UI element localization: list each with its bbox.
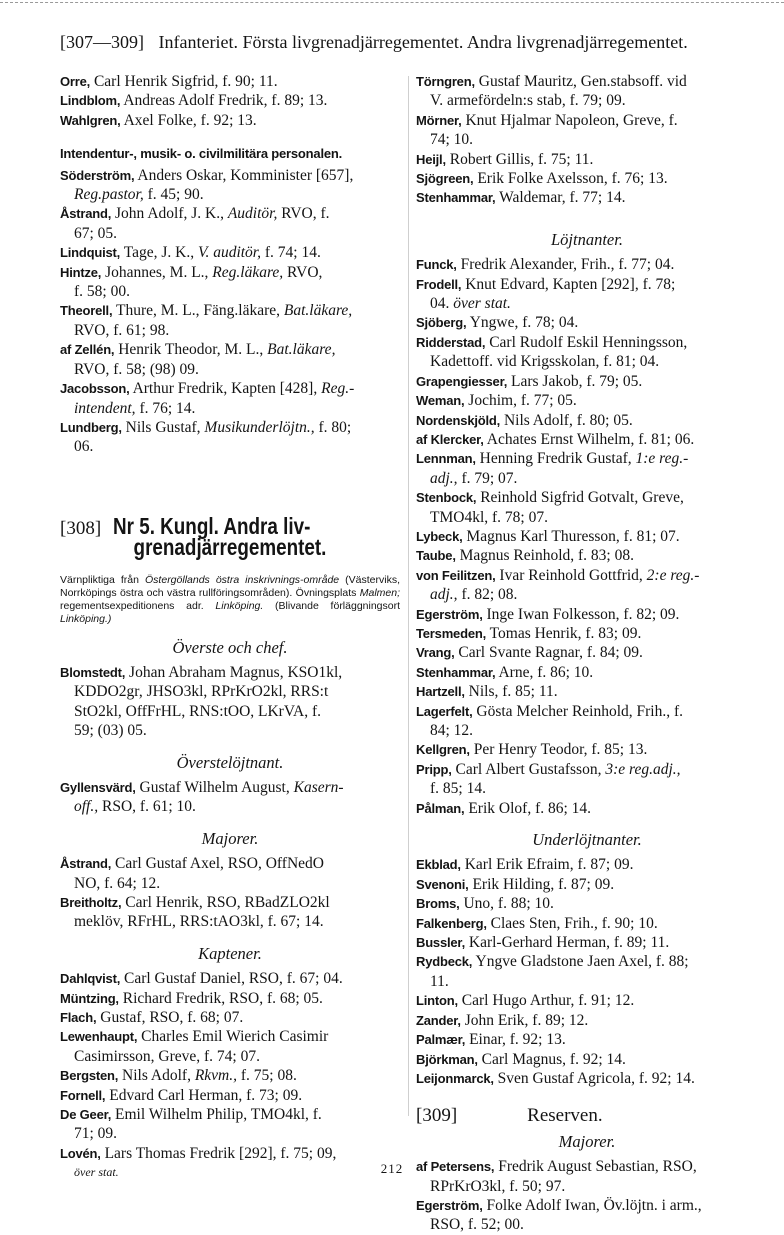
regiment-note (60, 574, 400, 626)
entry-title: Rkvm., (194, 1067, 237, 1085)
entry (416, 952, 758, 991)
entry-title: Bat.läkare, (267, 341, 336, 359)
entry-text: Reinhold Sigfrid Gotvalt, Greve, (480, 489, 684, 507)
entry (416, 527, 758, 546)
entry-title: Reg.läkare, (212, 263, 284, 281)
entry-name: Lewenhaupt, (60, 1029, 138, 1045)
entry (416, 933, 758, 952)
rank-heading-reserve-majorer: Majorer. (558, 1131, 616, 1151)
entry-text: Robert Gillis, f. 75; 11. (449, 150, 594, 168)
entry-text: RVO, f. 58; (98) 09. (74, 360, 199, 378)
entry (416, 566, 758, 605)
note-italic: Östergöllands östra inskrivnings-område (145, 573, 340, 586)
entry (416, 663, 758, 682)
entry (416, 1196, 758, 1235)
entry-text: Ivar Reinhold Gottfrid, (499, 566, 643, 584)
entry-title: adj., (430, 586, 458, 604)
entry-text: Anders Oskar, Komminister [657], (137, 166, 354, 184)
entry (416, 391, 758, 410)
entry-text: TMO4kl, f. 78; 07. (430, 508, 548, 526)
entry-name: Lindquist, (60, 245, 121, 261)
entry-name: Theorell, (60, 303, 113, 319)
note-italic: Linköping. (215, 599, 264, 612)
entry-text: RVO, f. (281, 205, 330, 223)
entry (416, 1030, 758, 1049)
entry-text: Arthur Fredrik, Kapten [428], (132, 380, 318, 398)
rank-heading-overstelojtnant: Överstelöjtnant. (176, 752, 284, 772)
entry-text: Knut Hjalmar Napoleon, Greve, f. (465, 111, 678, 129)
entry-name: Broms, (416, 896, 460, 912)
entry-text: Gösta Melcher Reinhold, Frih., f. (476, 702, 684, 720)
entry-text: Sven Gustaf Agricola, f. 92; 14. (497, 1069, 695, 1087)
entry (416, 1069, 758, 1088)
entry (416, 855, 758, 874)
entry-text: Carl Gustaf Axel, RSO, OffNedO (115, 855, 324, 873)
entry-title: Reg.- (321, 380, 355, 398)
entry-text: f. 58; 00. (74, 283, 130, 301)
entry-text: Johannes, M. L., (105, 263, 209, 281)
entry-text: John Erik, f. 89; 12. (464, 1011, 589, 1029)
entry-text: Edvard Carl Herman, f. 73; 09. (109, 1086, 303, 1104)
regiment-title-2: grenadjärregementet. (133, 534, 327, 561)
header-title: Infanteriet. Första livgrenadjärregementet. Andra livgrenadjärregementet. (158, 32, 688, 52)
entry (60, 243, 400, 262)
entry-name: Lindblom, (60, 93, 121, 109)
entry-name: Jacobsson, (60, 381, 130, 397)
top-rule (0, 2, 784, 3)
entry-title: över stat. (453, 295, 511, 313)
entry-title: Reg.pastor, (74, 186, 144, 204)
entry-text: Lars Jakob, f. 79; 05. (511, 372, 643, 390)
rank-heading-lojtnanter: Löjtnanter. (551, 229, 623, 249)
entry-name: Dahlqvist, (60, 971, 121, 987)
entry-text: Lars Thomas Fredrik [292], f. 75; 09, (104, 1144, 337, 1162)
entry-name: Blomstedt, (60, 664, 126, 680)
entry (416, 914, 758, 933)
entry-text: Gustaf Mauritz, Gen.stabsoff. vid (478, 73, 687, 90)
entry-text: Uno, f. 88; 10. (463, 895, 554, 913)
entry-text: f. 80; (318, 418, 352, 436)
entry-text: Axel Folke, f. 92; 13. (123, 111, 257, 129)
note-text: (Västerviks, Norrköpings östra och västra rullföringsområden). Övningsplats (60, 573, 401, 599)
entry-text: Magnus Karl Thuresson, f. 81; 07. (466, 527, 680, 545)
entry-name: Åstrand, (60, 856, 112, 872)
entry-name: Mörner, (416, 112, 462, 128)
entry (60, 663, 400, 741)
entry (60, 340, 400, 379)
entry (60, 418, 400, 457)
entry (60, 778, 400, 817)
entry (416, 682, 758, 701)
entry-text: Magnus Reinhold, f. 83; 08. (459, 547, 634, 565)
entry (416, 894, 758, 913)
entry-text: RSO, f. 52; 00. (430, 1216, 524, 1234)
entry-text: KDDO2gr, JHSO3kl, RPrKrO2kl, RRS:t (74, 683, 329, 701)
entry-text: Karl Erik Efraim, f. 87; 09. (464, 856, 634, 874)
entry-title: Auditör, (227, 205, 278, 223)
entry-name: Weman, (416, 393, 465, 409)
entry-text: Charles Emil Wierich Casimir (141, 1028, 329, 1046)
entry-text: f. 45; 90. (147, 186, 204, 204)
entry (416, 875, 758, 894)
rank-heading-underlojtnanter: Underlöjtnanter. (532, 830, 642, 850)
entry (416, 760, 758, 799)
entry-text: RSO, f. 61; 10. (102, 798, 196, 816)
entry (416, 111, 758, 150)
entry-text: Nils, f. 85; 11. (468, 683, 558, 701)
entry-text: Richard Fredrik, RSO, f. 68; 05. (122, 989, 323, 1007)
entry-name: Egerström, (416, 1197, 483, 1213)
entry (60, 893, 400, 932)
entry (416, 1050, 758, 1069)
entry-name: Flach, (60, 1010, 97, 1026)
entry (60, 854, 400, 893)
entry (416, 188, 758, 207)
regiment-heading (60, 512, 400, 561)
entry-text: Henrik Theodor, M. L., (118, 341, 264, 359)
reserve-heading (416, 1106, 758, 1125)
entry (416, 1011, 758, 1030)
reserve-title: Reserven. (527, 1105, 603, 1127)
entry-name: Bergsten, (60, 1068, 119, 1084)
entry-text: Erik Folke Axelsson, f. 76; 13. (477, 170, 668, 188)
entry-name: Gyllensvärd, (60, 779, 136, 795)
entry-text: Casimirsson, Greve, f. 74; 07. (74, 1047, 260, 1065)
entry (60, 989, 400, 1008)
entry-text: Inge Iwan Folkesson, f. 82; 09. (486, 605, 680, 623)
right-column (416, 72, 758, 1235)
entry-name: Palmær, (416, 1032, 466, 1048)
entry (60, 379, 400, 418)
entry-title: Musikunderlöjtn., (204, 418, 315, 436)
entry-text: Fredrik Alexander, Frih., f. 77; 04. (460, 256, 675, 274)
page-range: [307—309] (60, 32, 144, 52)
entry-name: Zander, (416, 1012, 461, 1028)
entry-name: Vrang, (416, 645, 455, 661)
entry-title: adj., (430, 469, 458, 487)
entry-name: Åstrand, (60, 206, 112, 222)
entry (60, 969, 400, 988)
entry-text: 74; 10. (430, 131, 474, 149)
entry (416, 605, 758, 624)
entry-text: Gustaf Wilhelm August, (139, 778, 290, 796)
entry-name: Tersmeden, (416, 625, 487, 641)
regiment-title-1: Nr 5. Kungl. Andra liv- (113, 512, 311, 539)
entry-text: Tage, J. K., (123, 244, 195, 262)
entry-name: Hintze, (60, 264, 102, 280)
entry-text: StO2kl, OffFrHL, RNS:tOO, LKrVA, f. (74, 702, 322, 720)
entry (60, 1086, 400, 1105)
entry-text: Knut Edvard, Kapten [292], f. 78; (465, 275, 676, 293)
entry-name: Sjöberg, (416, 315, 467, 331)
entry (416, 150, 758, 169)
entry-name: Söderström, (60, 167, 135, 183)
entry (416, 624, 758, 643)
entry-title: Bat.läkare, (283, 302, 353, 320)
entry-name: Hartzell, (416, 684, 465, 700)
entry (60, 91, 400, 110)
entry (60, 204, 400, 243)
entry-text: Carl Henrik, RSO, RBadZLO2kl (125, 894, 330, 911)
entry-name: von Feilitzen, (416, 567, 496, 583)
entry-list-top-left (60, 72, 400, 130)
entry (60, 263, 400, 302)
entry-name: Heijl, (416, 151, 446, 167)
entry-text: Fredrik August Sebastian, RSO, (498, 1158, 697, 1176)
entry-text: RVO, f. 61; 98. (74, 321, 170, 339)
entry (60, 1027, 400, 1066)
entry-text: Nils Adolf, (122, 1067, 191, 1085)
entry-title: Kasern- (293, 778, 344, 796)
entry (416, 372, 758, 391)
note-italic: Linköping.) (60, 612, 112, 625)
section-heading-intendentur: Intendentur-, musik- o. civilmilitära personalen. (60, 146, 343, 162)
entry-text: Henning Fredrik Gustaf, (479, 450, 632, 468)
entry (416, 430, 758, 449)
entry-name: Lovén, (60, 1145, 101, 1161)
entry-text: 84; 12. (430, 722, 474, 739)
entry-name: Rydbeck, (416, 954, 473, 970)
entry (416, 702, 758, 741)
entry-name: Ridderstad, (416, 334, 486, 350)
entry (416, 411, 758, 430)
entry (416, 313, 758, 332)
entry-name: Törngren, (416, 74, 475, 89)
entry-text: f. 79; 07. (461, 469, 518, 487)
entry (416, 169, 758, 188)
entry-name: af Petersens, (416, 1159, 495, 1175)
entry-title: V. auditör, (197, 244, 261, 262)
entry-text: f. 85; 14. (430, 780, 486, 798)
note-text: regementsexpeditionens adr. (60, 599, 204, 612)
entry-name: Breitholtz, (60, 895, 122, 910)
entry-text: Jochim, f. 77; 05. (468, 392, 577, 410)
entry-text: Carl Hugo Arthur, f. 91; 12. (461, 992, 635, 1010)
entry-text: Carl Albert Gustafsson, (455, 760, 602, 778)
entry-text: Andreas Adolf Fredrik, f. 89; 13. (123, 92, 328, 110)
entry-name: Pripp, (416, 761, 452, 777)
entry-text: Thure, M. L., Fäng.läkare, (116, 302, 280, 320)
entry (60, 1105, 400, 1144)
entry (416, 72, 758, 111)
entry-title: intendent, (74, 399, 136, 417)
entry-text: Arne, f. 86; 10. (498, 663, 594, 681)
entry-text: Folke Adolf Iwan, Öv.löjtn. i arm., (486, 1196, 702, 1214)
entry-name: Lybeck, (416, 528, 463, 544)
entry (416, 255, 758, 274)
entry-name: Falkenberg, (416, 915, 487, 931)
entry-name: Pålman, (416, 800, 465, 816)
entry-text: Carl Svante Ragnar, f. 84; 09. (458, 644, 643, 662)
entry-text: Yngwe, f. 78; 04. (469, 314, 579, 332)
entry-name: Müntzing, (60, 990, 119, 1006)
entry-title: över stat. (74, 1165, 119, 1180)
entry-text: Waldemar, f. 77; 14. (499, 189, 626, 207)
entry-text: Per Henry Teodor, f. 85; 13. (473, 741, 648, 759)
entry-text: Einar, f. 92; 13. (469, 1031, 566, 1049)
entry-name: Lagerfelt, (416, 703, 473, 719)
entry-text: Carl Henrik Sigfrid, f. 90; 11. (93, 73, 278, 90)
entry-name: af Klercker, (416, 431, 484, 447)
entry-title: 3:e reg.adj., (605, 760, 681, 778)
entry (416, 449, 758, 488)
rank-heading-majorer: Majorer. (201, 828, 259, 848)
entry-text: Erik Hilding, f. 87; 09. (472, 875, 615, 893)
entry-name: Nordenskjöld, (416, 412, 501, 428)
entry (416, 333, 758, 372)
entry-name: Wahlgren, (60, 112, 121, 128)
entry-text: Nils Adolf, f. 80; 05. (503, 411, 633, 429)
entry-name: Lennman, (416, 451, 476, 467)
left-column (60, 72, 400, 1183)
entry-name: Grapengiesser, (416, 373, 508, 389)
entry-name: Stenhammar, (416, 190, 496, 206)
entry-text: 71; 09. (74, 1125, 118, 1143)
entry-name: Stenhammar, (416, 664, 496, 680)
entry-title: off., (74, 798, 99, 816)
entry-text: f. 76; 14. (139, 399, 196, 417)
entry-name: Fornell, (60, 1087, 106, 1103)
entry-text: Johan Abraham Magnus, KSO1kl, (129, 663, 343, 681)
entry-name: Leijonmarck, (416, 1070, 494, 1086)
page-number: 212 (380, 1161, 404, 1176)
entry-text: John Adolf, J. K., (115, 205, 224, 223)
note-text: (Blivande förläggningsort (275, 599, 401, 612)
entry-text: Nils Gustaf, (125, 418, 201, 436)
entry-text: Emil Wilhelm Philip, TMO4kl, f. (115, 1106, 322, 1124)
entry (60, 1066, 400, 1085)
entry-name: Svenoni, (416, 876, 469, 892)
entry-title: 2:e reg.- (646, 566, 700, 584)
entry-name: Björkman, (416, 1051, 478, 1067)
entry-text: Tomas Henrik, f. 83; 09. (489, 624, 642, 642)
entry-title: 1:e reg.- (635, 450, 689, 468)
entry-text: NO, f. 64; 12. (74, 874, 161, 892)
page-header (60, 32, 760, 53)
entry-text: 59; (03) 05. (74, 722, 147, 740)
entry-name: Frodell, (416, 276, 462, 292)
entry (416, 991, 758, 1010)
entry (416, 740, 758, 759)
entry-text: Carl Gustaf Daniel, RSO, f. 67; 04. (124, 970, 343, 988)
entry-name: Taube, (416, 548, 456, 564)
entry-name: Ekblad, (416, 857, 461, 873)
entry-text: 06. (74, 438, 94, 456)
rank-heading-kaptener: Kaptener. (198, 943, 262, 963)
entry-text: Carl Magnus, f. 92; 14. (481, 1050, 626, 1068)
entry-text: Yngve Gladstone Jaen Axel, f. 88; (475, 953, 689, 971)
entry-text: V. armefördeln:s stab, f. 79; 09. (430, 92, 626, 110)
entry-text: Kadettoff. vid Krigsskolan, f. 81; 04. (430, 353, 660, 371)
entry-text: f. 75; 08. (240, 1067, 297, 1085)
entry-text: RVO, (287, 263, 323, 281)
entry-name: Orre, (60, 74, 91, 89)
entry-name: Stenbock, (416, 490, 477, 506)
entry-name: Kellgren, (416, 742, 470, 758)
entry-name: Egerström, (416, 606, 483, 622)
entry-text: RPrKrO3kl, f. 50; 97. (430, 1177, 566, 1195)
entry-text: Claes Sten, Frih., f. 90; 10. (490, 914, 658, 932)
note-italic: Malmen; (359, 586, 400, 599)
entry (60, 1008, 400, 1027)
entry (416, 799, 758, 818)
entry-text: f. 82; 08. (461, 586, 518, 604)
entry (60, 111, 400, 130)
entry-name: Linton, (416, 993, 458, 1009)
entry-name: af Zellén, (60, 342, 115, 358)
entry-text: Achates Ernst Wilhelm, f. 81; 06. (486, 430, 695, 448)
entry-name: Lundberg, (60, 419, 122, 435)
note-text: Värnpliktiga från (60, 573, 139, 586)
section-number: [308] (60, 517, 102, 539)
entry-name: Sjögreen, (416, 171, 474, 187)
entry-text: meklöv, RFrHL, RRS:tAO3kl, f. 67; 14. (74, 913, 324, 931)
section-number: [309] (416, 1105, 458, 1127)
entry (416, 488, 758, 527)
entry-text: 67; 05. (74, 224, 118, 242)
column-divider (408, 76, 409, 1116)
entry-name: Bussler, (416, 935, 465, 951)
entry (416, 275, 758, 314)
entry (60, 301, 400, 340)
entry-text: 11. (430, 972, 449, 990)
entry-name: Funck, (416, 257, 457, 273)
entry-text: Erik Olof, f. 86; 14. (468, 799, 592, 817)
entry-text: f. 74; 14. (264, 244, 321, 262)
entry (60, 72, 400, 91)
entry (60, 166, 400, 205)
entry (416, 546, 758, 565)
entry-text: Gustaf, RSO, f. 68; 07. (100, 1009, 244, 1027)
rank-heading-overste: Överste och chef. (172, 637, 288, 657)
entry-text: Carl Rudolf Eskil Henningsson, (489, 333, 688, 351)
entry-text: 04. (430, 295, 450, 313)
entry-name: De Geer, (60, 1107, 112, 1123)
entry-text: Karl-Gerhard Herman, f. 89; 11. (468, 934, 670, 952)
entry (416, 643, 758, 662)
